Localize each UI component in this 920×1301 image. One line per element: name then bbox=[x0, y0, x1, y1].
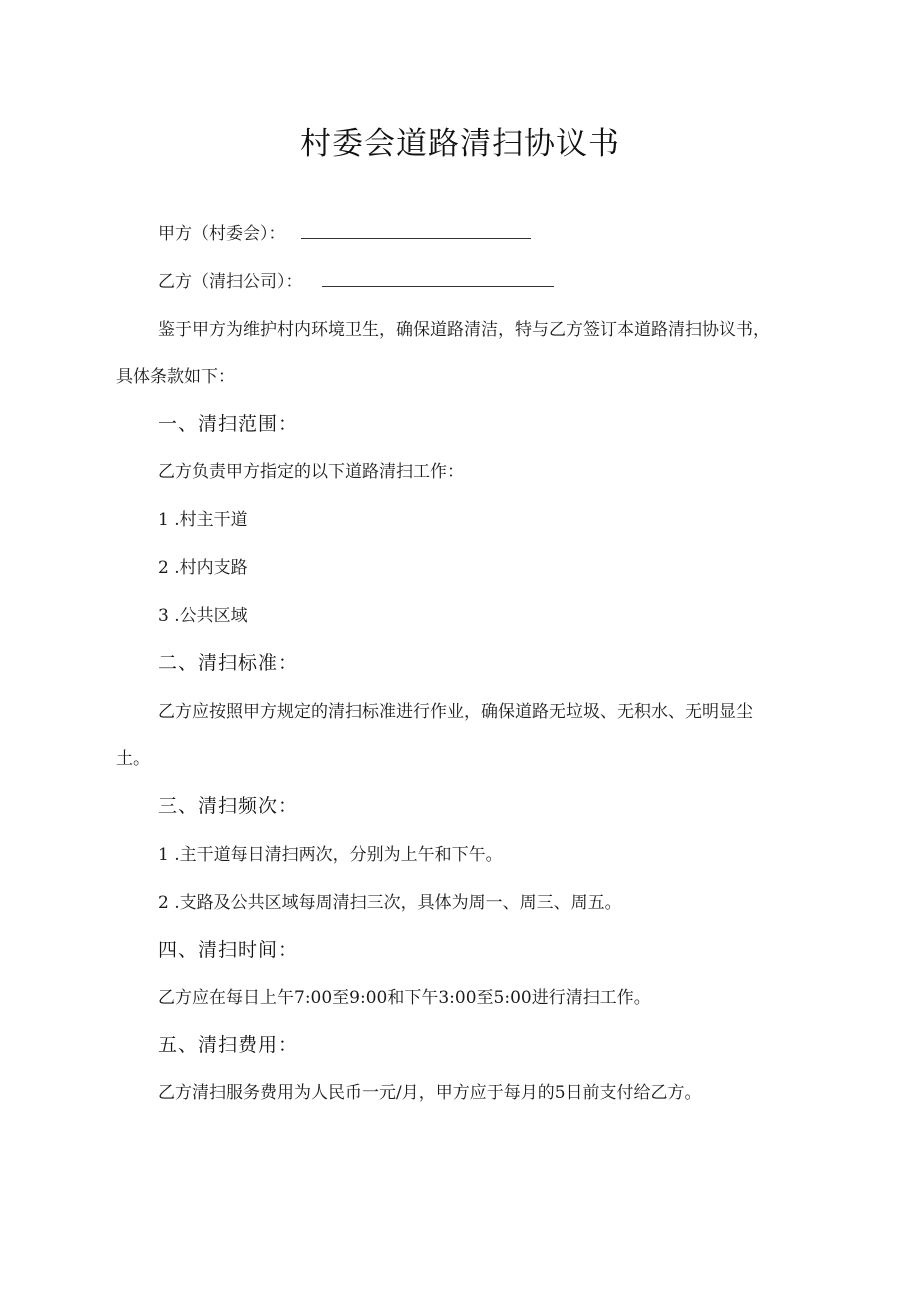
intro-paragraph-line-2: 具体条款如下： bbox=[116, 367, 235, 387]
scope-item-2: 2 .村内支路 bbox=[158, 558, 248, 578]
party-b-blank-line[interactable] bbox=[322, 272, 554, 287]
section-heading-frequency: 三、清扫频次： bbox=[158, 795, 299, 817]
section-heading-scope: 一、清扫范围： bbox=[158, 413, 299, 435]
party-b-label: 乙方（清扫公司）： bbox=[158, 272, 303, 292]
section-heading-time: 四、清扫时间： bbox=[158, 939, 299, 961]
party-a-blank-line[interactable] bbox=[301, 224, 531, 239]
frequency-item-2: 2 .支路及公共区域每周清扫三次，具体为周一、周三、周五。 bbox=[158, 893, 622, 913]
document-title: 村委会道路清扫协议书 bbox=[300, 126, 620, 162]
party-a-label: 甲方（村委会）： bbox=[158, 224, 286, 244]
section-heading-standard: 二、清扫标准： bbox=[158, 652, 299, 674]
standard-text-line-1: 乙方应按照甲方规定的清扫标准进行作业，确保道路无垃圾、无积水、无明显尘 bbox=[158, 702, 753, 722]
fee-text: 乙方清扫服务费用为人民币一元/月，甲方应于每月的5日前支付给乙方。 bbox=[158, 1083, 702, 1103]
scope-item-1: 1 .村主干道 bbox=[158, 510, 248, 530]
party-b-row bbox=[158, 270, 554, 294]
standard-text-line-2: 土。 bbox=[116, 749, 150, 769]
time-text: 乙方应在每日上午7:00至9:00和下午3:00至5:00进行清扫工作。 bbox=[158, 988, 651, 1008]
section-heading-fee: 五、清扫费用： bbox=[158, 1034, 299, 1056]
scope-description: 乙方负责甲方指定的以下道路清扫工作： bbox=[158, 462, 464, 482]
party-a-row bbox=[158, 222, 531, 246]
intro-paragraph-line-1: 鉴于甲方为维护村内环境卫生，确保道路清洁，特与乙方签订本道路清扫协议书， bbox=[158, 320, 770, 340]
frequency-item-1: 1 .主干道每日清扫两次，分别为上午和下午。 bbox=[158, 845, 503, 865]
scope-item-3: 3 .公共区域 bbox=[158, 606, 248, 626]
